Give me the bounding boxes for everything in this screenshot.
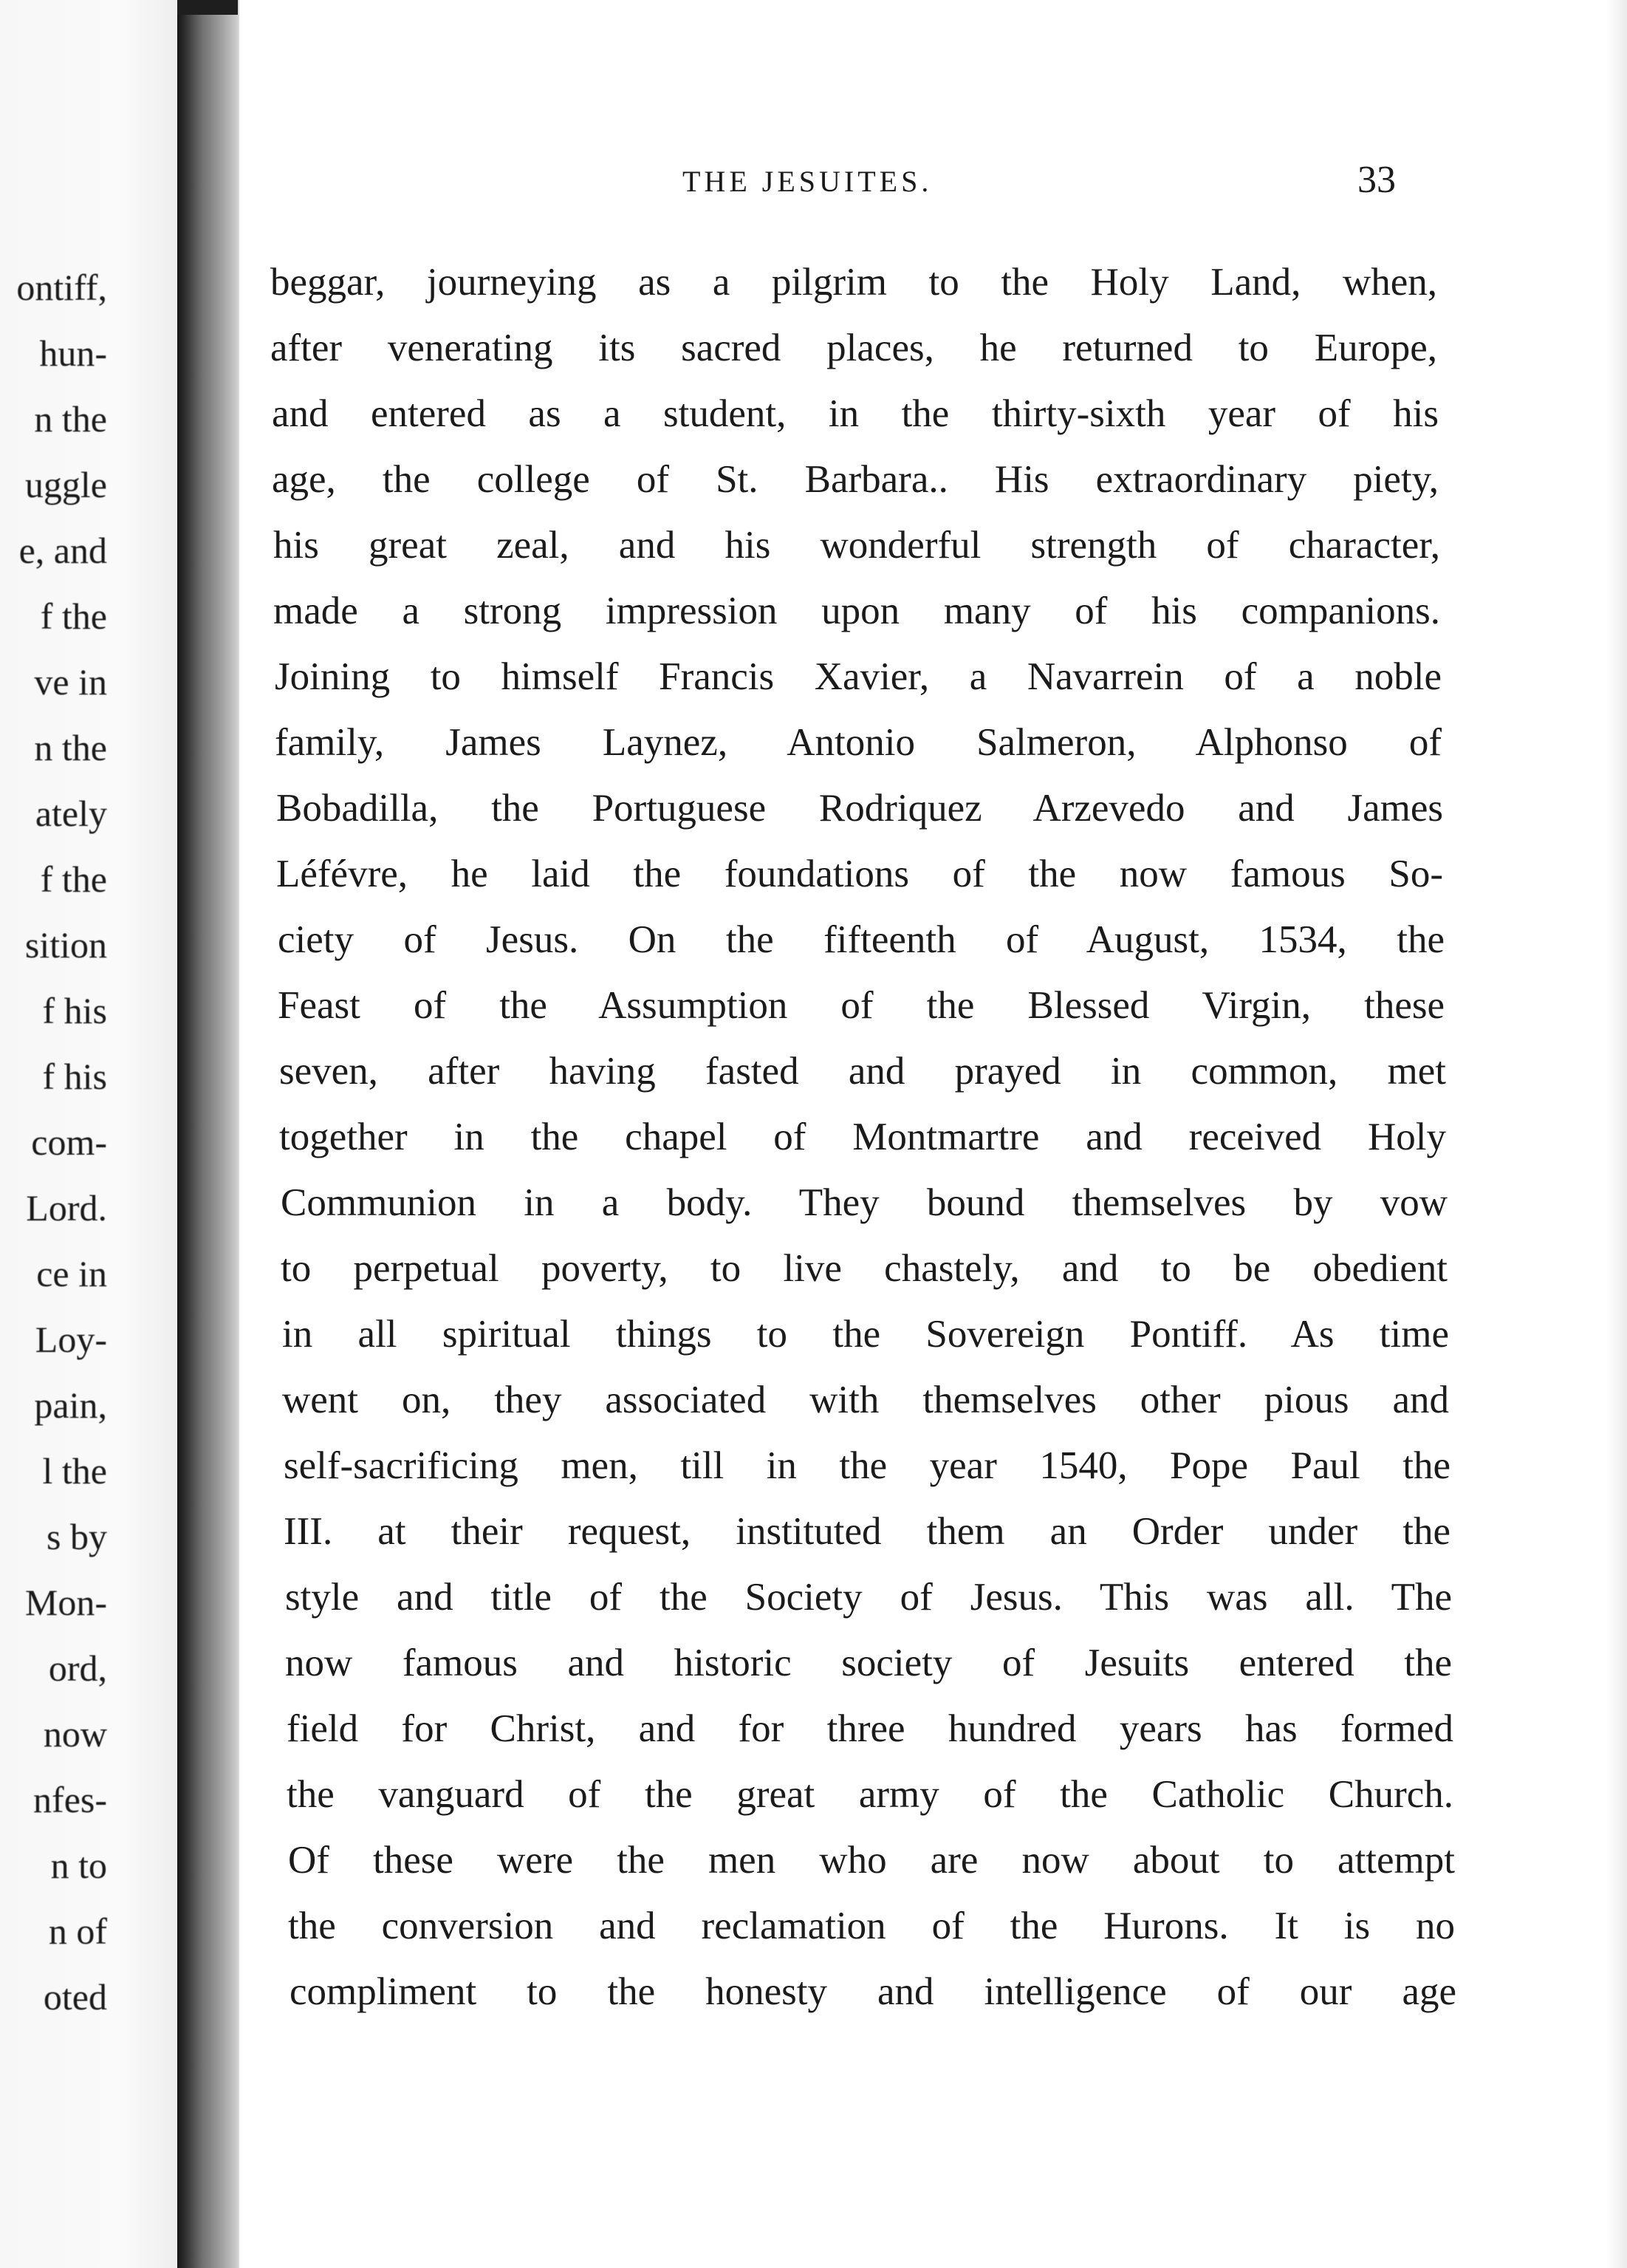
left-line: sition	[24, 924, 107, 966]
right-page	[238, 0, 1627, 2268]
left-line: ve in	[34, 661, 107, 703]
text-line: III. at their request, instituted them an Order under the	[284, 1510, 1450, 1553]
text-line: and entered as a student, in the thirty-sixth year of his	[272, 392, 1439, 435]
left-line: Loy-	[35, 1319, 107, 1360]
left-line: now	[43, 1713, 107, 1755]
left-line: Lord.	[26, 1187, 107, 1229]
left-line: ce in	[36, 1253, 107, 1294]
text-line: the conversion and reclamation of the Hurons. It is no	[288, 1905, 1455, 1947]
text-line: together in the chapel of Montmartre and received Holy	[279, 1116, 1446, 1158]
text-line: now famous and historic society of Jesuits entered the	[285, 1642, 1452, 1684]
text-line: seven, after having fasted and prayed in common, met	[279, 1050, 1446, 1093]
left-line: f the	[40, 858, 107, 900]
left-line: com-	[31, 1121, 107, 1163]
text-line: ciety of Jesus. On the fifteenth of August, 1534, the	[278, 918, 1445, 961]
left-line: oted	[43, 1976, 107, 2018]
page-number: 33	[1357, 159, 1396, 201]
left-line: f his	[42, 990, 107, 1031]
text-line: Feast of the Assumption of the Blessed Virgin, these	[278, 984, 1445, 1027]
left-line: Mon-	[24, 1582, 107, 1623]
text-line: compliment to the honesty and intelligence of our age	[290, 1970, 1456, 2013]
left-facing-page	[0, 0, 177, 2268]
left-line: ontiff,	[16, 267, 107, 308]
left-line: s by	[47, 1516, 107, 1557]
text-line: went on, they associated with themselves other pious and	[282, 1379, 1449, 1421]
text-line: beggar, journeying as a pilgrim to the Holy Land, when,	[270, 261, 1437, 304]
text-line: Of these were the men who are now about to attempt	[288, 1839, 1455, 1882]
left-line: n the	[34, 398, 107, 440]
left-line: pain,	[34, 1384, 107, 1426]
text-line: made a strong impression upon many of his companions.	[273, 590, 1440, 632]
left-line: nfes-	[33, 1779, 107, 1820]
left-line: e, and	[18, 530, 107, 571]
left-line: uggle	[24, 464, 107, 505]
left-line: l the	[42, 1450, 107, 1492]
text-line: Joining to himself Francis Xavier, a Navarrein of a noble	[275, 655, 1442, 698]
running-header-title: THE JESUITES.	[682, 165, 933, 198]
left-line: ord,	[48, 1647, 107, 1689]
left-line: n of	[48, 1910, 107, 1952]
text-line: Bobadilla, the Portuguese Rodriquez Arzevedo and James	[276, 787, 1443, 830]
text-line: style and title of the Society of Jesus. This was all. The	[285, 1576, 1452, 1619]
text-line: the vanguard of the great army of the Catholic Church.	[287, 1773, 1453, 1816]
book-gutter	[177, 15, 238, 2268]
left-line: n the	[34, 727, 107, 768]
left-line: f the	[40, 595, 107, 637]
text-line: Communion in a body. They bound themselves by vow	[281, 1181, 1448, 1224]
text-line: field for Christ, and for three hundred years has formed	[287, 1707, 1453, 1750]
text-line: after venerating its sacred places, he returned to Europe,	[270, 327, 1437, 369]
left-line: hun-	[39, 332, 107, 374]
text-line: family, James Laynez, Antonio Salmeron, Alphonso of	[275, 721, 1442, 764]
text-line: self-sacrificing men, till in the year 1540, Pope Paul the	[284, 1444, 1450, 1487]
text-line: in all spiritual things to the Sovereign Pontiff. As time	[282, 1313, 1449, 1356]
page-edge-shadow	[1606, 0, 1627, 2268]
left-line: f his	[42, 1056, 107, 1097]
left-line: n to	[50, 1845, 107, 1886]
text-line: his great zeal, and his wonderful strength of character,	[273, 524, 1440, 567]
text-line: Léfévre, he laid the foundations of the now famous So-	[276, 853, 1443, 895]
text-line: age, the college of St. Barbara.. His extraordinary piety,	[272, 458, 1439, 501]
left-line: ately	[35, 793, 107, 834]
text-line: to perpetual poverty, to live chastely, and to be obedient	[281, 1247, 1448, 1290]
